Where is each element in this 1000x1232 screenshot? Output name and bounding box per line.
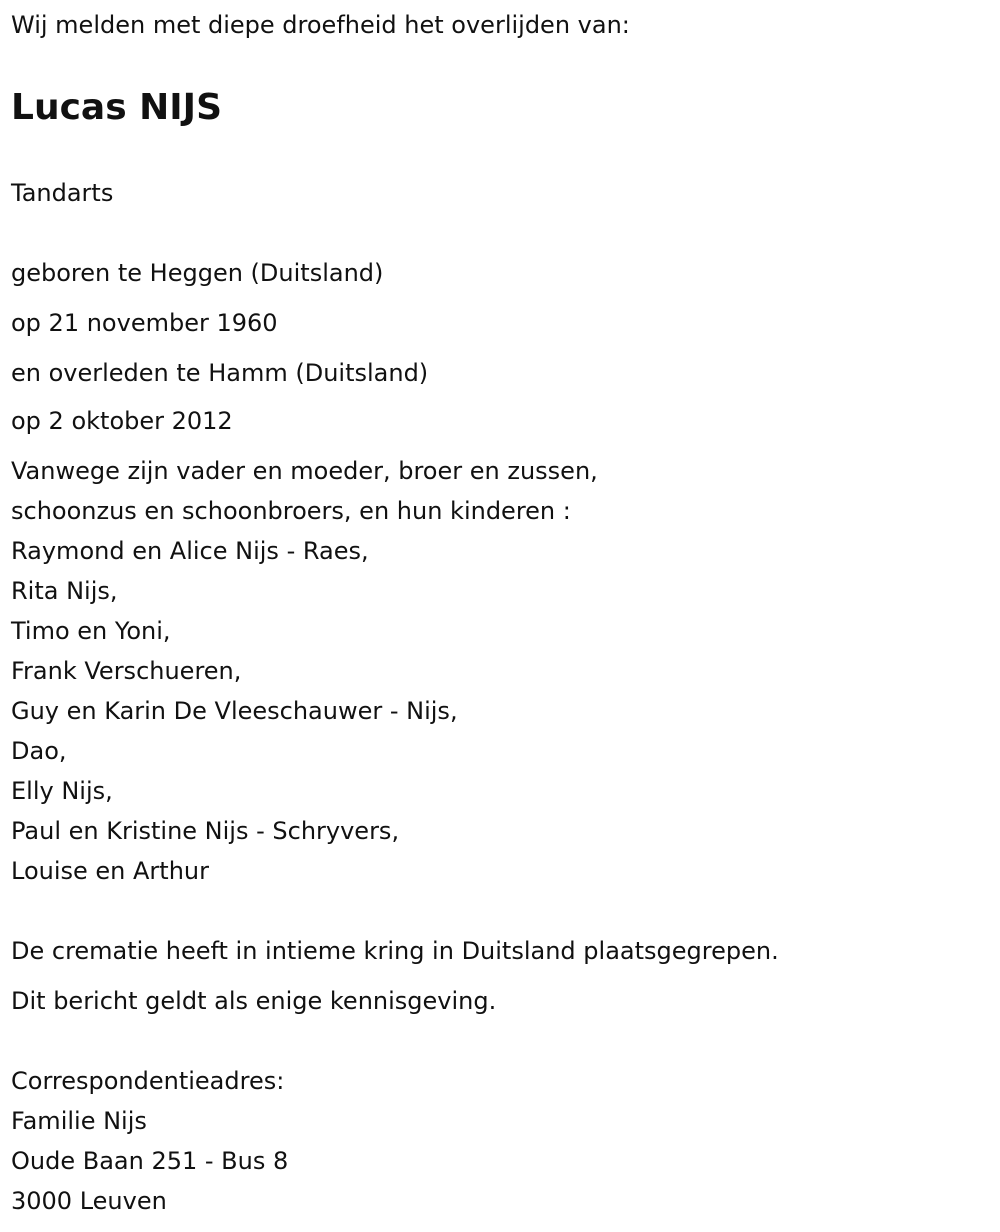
family-member: Dao,	[11, 737, 67, 765]
birth-place: geboren te Heggen (Duitsland)	[11, 259, 384, 287]
family-member: Raymond en Alice Nijs - Raes,	[11, 537, 369, 565]
intro-text: Wij melden met diepe droefheid het overlijden van:	[11, 11, 630, 39]
family-member: Paul en Kristine Nijs - Schryvers,	[11, 817, 400, 845]
death-date: op 2 oktober 2012	[11, 407, 233, 435]
death-place: en overleden te Hamm (Duitsland)	[11, 359, 429, 387]
family-intro-line: Vanwege zijn vader en moeder, broer en zussen,	[11, 457, 598, 485]
profession: Tandarts	[11, 179, 114, 207]
address-city: 3000 Leuven	[11, 1187, 167, 1215]
cremation-text: De crematie heeft in intieme kring in Duitsland plaatsgegrepen.	[11, 937, 779, 965]
deceased-name: Lucas NIJS	[11, 87, 223, 128]
family-member: Rita Nijs,	[11, 577, 118, 605]
family-member: Timo en Yoni,	[11, 617, 171, 645]
birth-date: op 21 november 1960	[11, 309, 278, 337]
family-member: Guy en Karin De Vleeschauwer - Nijs,	[11, 697, 458, 725]
address-street: Oude Baan 251 - Bus 8	[11, 1147, 289, 1175]
family-member: Louise en Arthur	[11, 857, 209, 885]
family-member: Elly Nijs,	[11, 777, 113, 805]
family-intro-line: schoonzus en schoonbroers, en hun kinderen :	[11, 497, 571, 525]
family-member: Frank Verschueren,	[11, 657, 242, 685]
address-label: Correspondentieadres:	[11, 1067, 285, 1095]
notice-text: Dit bericht geldt als enige kennisgeving.	[11, 987, 497, 1015]
address-name: Familie Nijs	[11, 1107, 147, 1135]
